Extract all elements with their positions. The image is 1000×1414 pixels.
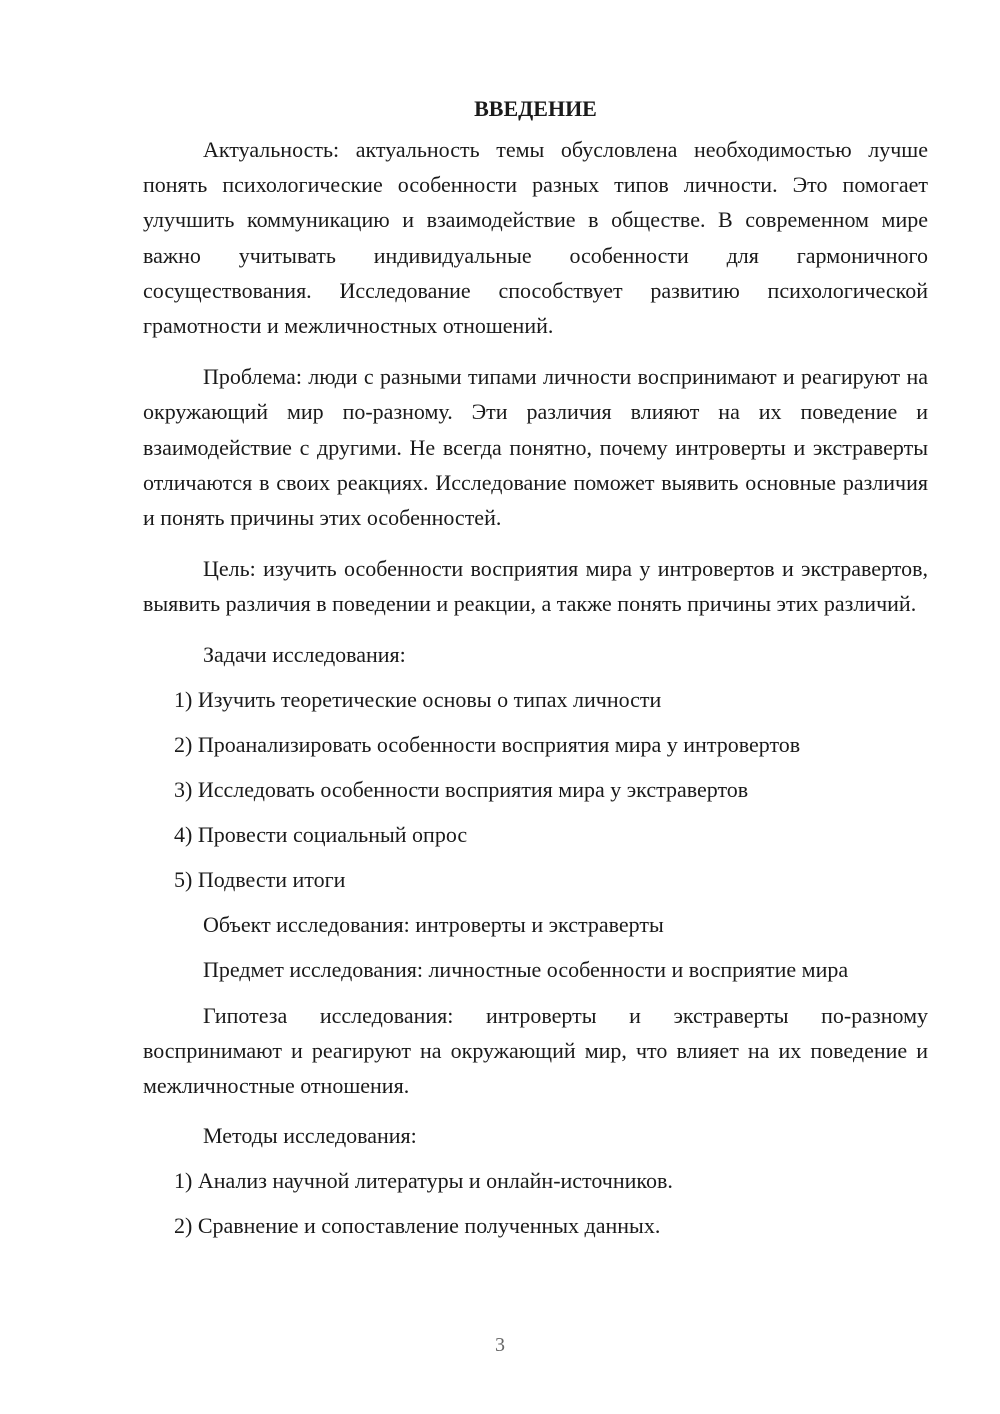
list-item: 2) Сравнение и сопоставление полученных данных. <box>174 1213 661 1239</box>
document-page <box>143 92 928 1254</box>
list-item: 5) Подвести итоги <box>174 866 346 892</box>
list-item: 3) Исследовать особенности восприятия мира у экстравертов <box>174 776 749 802</box>
list-item: 1) Анализ научной литературы и онлайн-источников. <box>174 1168 673 1194</box>
tasks-list <box>143 683 928 897</box>
methods-list <box>143 1164 928 1243</box>
hypothesis-paragraph: Гипотеза исследования: интроверты и экстраверты по-разному воспринимают и реагируют на окружающий мир, что влияет на их поведение и межличностные отношения. <box>143 1002 928 1099</box>
relevance-paragraph: Актуальность: актуальность темы обусловлена необходимостью лучше понять психологические особенности разных типов личности. Это помогает улучшить коммуникацию и взаимодействие в обществе. В современном мире важно учитывать индивидуальные особенности для гармоничного сосуществования. Исследование способствует развитию психологической грамотности и межличностных отношений. <box>143 137 928 339</box>
list-item: 4) Провести социальный опрос <box>174 821 468 847</box>
research-object: Объект исследования: интроверты и экстраверты <box>203 911 664 937</box>
list-item: 1) Изучить теоретические основы о типах личности <box>174 686 662 712</box>
page-number: 3 <box>495 1334 505 1356</box>
methods-heading: Методы исследования: <box>203 1123 417 1149</box>
tasks-heading: Задачи исследования: <box>203 641 406 667</box>
page-title: ВВЕДЕНИЕ <box>474 96 597 121</box>
research-subject: Предмет исследования: личностные особенности и восприятие мира <box>203 956 849 982</box>
list-item: 2) Проанализировать особенности восприятия мира у интровертов <box>174 731 801 757</box>
problem-paragraph: Проблема: люди с разными типами личности воспринимают и реагируют на окружающий мир по-разному. Эти различия влияют на их поведение и взаимодействие с другими. Не всегда понятно, почему интроверты и экстраверты отличаются в своих реакциях. Исследование поможет выявить основные различия и понять причины этих особенностей. <box>143 364 928 531</box>
goal-paragraph: Цель: изучить особенности восприятия мира у интровертов и экстравертов, выявить различия в поведении и реакции, а также понять причины этих различий. <box>143 556 928 617</box>
